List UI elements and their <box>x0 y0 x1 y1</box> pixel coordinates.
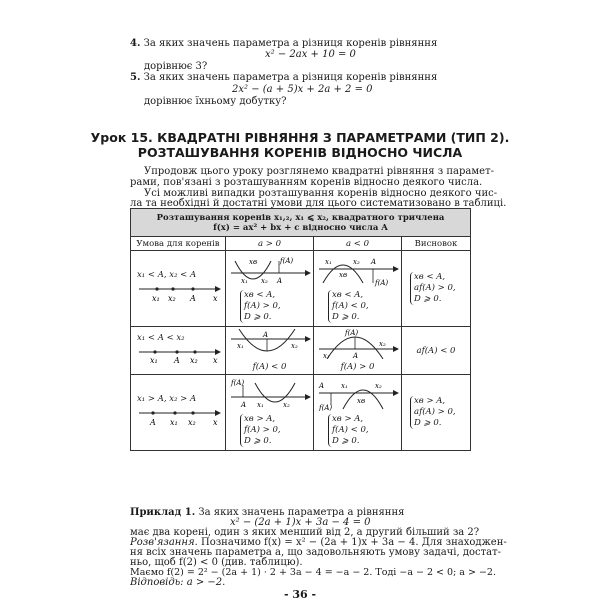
row3-aneg-graph <box>315 379 401 411</box>
problem-4-number: 4. <box>130 38 141 49</box>
row1-aneg-x1: x₁ <box>324 257 332 266</box>
solution-label: Розв'язання. <box>130 537 198 548</box>
row2-conclusion: af(A) < 0 <box>402 327 471 375</box>
solution-line-2: ня всіх значень параметра a, що задовольняють умову задачі, достат- <box>130 547 502 558</box>
intro-line-2: рами, пов'язані з розташуванням коренів відносно деякого числа. <box>130 177 483 188</box>
row3-conclusion-system <box>410 396 464 429</box>
row1-aneg-cond-1: xв < A, <box>332 289 364 300</box>
row1-aneg-cell <box>314 251 402 327</box>
row1-concl-1: xв < A, <box>414 272 446 282</box>
row2-aneg-A: A <box>352 352 358 359</box>
lesson-title-line-2: РОЗТАШУВАННЯ КОРЕНІВ ВІДНОСНО ЧИСЛА <box>137 145 463 160</box>
row1-apos-system <box>240 290 303 323</box>
row1-apos-cond-2: f(A) > 0, <box>244 300 281 311</box>
row1-apos-graph <box>227 255 313 287</box>
row2-condition-cell <box>131 327 226 375</box>
row2-aneg-fA: f(A) <box>344 329 358 337</box>
solution-text-1: Позначимо f(x) = x² − (2a + 1)x + 3a − 4. Для знаходжен- <box>200 537 507 548</box>
row3-concl-1: xв > A, <box>414 396 446 406</box>
row2-apos-cell <box>226 327 314 375</box>
row3-aneg-cond-2: f(A) < 0, <box>332 424 369 435</box>
row1-aneg-A: A <box>370 257 376 266</box>
row3-apos-cond-1: xв > A, <box>244 413 276 424</box>
solution-line-3: ньо, щоб f(2) < 0 (див. таблицю). <box>130 557 303 568</box>
intro-line-4: ла та необхідні й достатні умови для цього систематизовано в таблиці. <box>130 198 507 209</box>
row2-condition: x₁ < A < x₂ <box>137 332 185 343</box>
row2-aneg-cond: f(A) > 0 <box>340 362 375 372</box>
row1-x2-label: x₂ <box>168 293 176 303</box>
row1-aneg-xv: xв <box>338 270 347 279</box>
row3-aneg-xv: xв <box>356 396 365 405</box>
row3-apos-x2: x₂ <box>282 400 290 409</box>
solution-line-4: Маємо f(2) = 2² − (2a + 1) · 2 + 3a − 4 = −a − 2. Тоді −a − 2 < 0; a > −2. <box>130 567 496 578</box>
row3-aneg-system <box>328 414 391 447</box>
table-header-line-2: f(x) = ax² + bx + c відносно числа A <box>213 222 388 233</box>
row3-aneg-x2: x₂ <box>374 381 382 390</box>
problem-5 <box>130 72 437 84</box>
example-1-equation: x² − (2a + 1)x + 3a − 4 = 0 <box>230 517 371 528</box>
row3-aneg-fA: f(A) <box>318 403 332 411</box>
row1-aneg-fA: f(A) <box>374 278 388 287</box>
row1-A-label: A <box>190 293 196 303</box>
row1-condition: x₁ < A, x₂ < A <box>137 269 197 280</box>
row1-apos-cond-1: xв < A, <box>244 289 276 300</box>
table-row <box>131 327 471 375</box>
table-row <box>131 375 471 451</box>
row1-condition-cell <box>131 251 226 327</box>
row1-apos-xv: xв <box>248 257 257 266</box>
row3-apos-fA: f(A) <box>230 378 244 387</box>
row3-condition-cell <box>131 375 226 451</box>
row1-apos-fA: f(A) <box>279 256 293 265</box>
problem-5-number: 5. <box>130 72 141 83</box>
col-header-a-negative: a < 0 <box>314 237 402 251</box>
row1-apos-cond-3: D ⩾ 0. <box>244 311 272 322</box>
row2-x-label: x <box>213 355 218 365</box>
row1-x1-label: x₁ <box>152 293 160 303</box>
col-header-conclusion: Висновок <box>402 237 471 251</box>
problem-5-equation: 2x² − (a + 5)x + 2a + 2 = 0 <box>232 84 373 95</box>
row3-apos-cond-2: f(A) > 0, <box>244 424 281 435</box>
intro-line-3: Усі можливі випадки розташування коренів відносно деякого чис- <box>144 188 498 199</box>
row1-concl-3: D ⩾ 0. <box>414 294 442 304</box>
row1-aneg-graph <box>315 255 401 287</box>
row3-apos-system <box>240 414 303 447</box>
row2-apos-x1: x₁ <box>236 342 244 350</box>
intro-line-1: Упродовж цього уроку розглянемо квадратні рівняння з парамет- <box>144 166 494 177</box>
row1-aneg-system <box>328 290 391 323</box>
row3-apos-cell <box>226 375 314 451</box>
row2-number-line <box>133 344 223 366</box>
row2-aneg-cell <box>314 327 402 375</box>
row3-x2-label: x₂ <box>188 417 196 427</box>
row3-apos-cond-3: D ⩾ 0. <box>244 435 272 446</box>
row1-apos-x1: x₁ <box>240 276 248 285</box>
row1-concl-2: af(A) > 0, <box>414 283 456 293</box>
row3-concl-3: D ⩾ 0. <box>414 418 442 428</box>
row1-apos-cell <box>226 251 314 327</box>
roots-location-table <box>130 208 471 451</box>
row2-apos-A: A <box>262 331 268 339</box>
row1-conclusion-system <box>410 272 464 305</box>
problem-4-text: За яких значень параметра a різниця коренів рівняння <box>143 38 438 49</box>
row2-x1-label: x₁ <box>150 355 158 365</box>
row3-apos-graph <box>227 379 313 411</box>
row1-x-label: x <box>213 293 218 303</box>
row1-apos-A: A <box>276 276 282 285</box>
problem-5-text: За яких значень параметра a різниця коренів рівняння <box>143 72 438 83</box>
example-1-line-2: має два корені, один з яких менший від 2, а другий більший за 2? <box>130 527 480 538</box>
answer-label: Відповідь: <box>130 577 184 588</box>
row3-number-line <box>133 405 223 429</box>
table-header-line-1: Розташування коренів x₁,₂, x₁ ⩽ x₂, квадратного тричлена <box>156 212 445 223</box>
answer-value: a > −2. <box>186 577 226 588</box>
row3-aneg-cell <box>314 375 402 451</box>
answer-line <box>130 578 225 588</box>
lesson-title-line-1: Урок 15. КВАДРАТНІ РІВНЯННЯ З ПАРАМЕТРАМИ (ТИП 2). <box>90 130 510 145</box>
row3-aneg-cond-3: D ⩾ 0. <box>332 435 360 446</box>
example-1-text: За яких значень параметра a рівняння <box>198 507 405 518</box>
table-row <box>131 251 471 327</box>
row3-apos-A: A <box>240 400 246 409</box>
col-header-condition: Умова для коренів <box>131 237 226 251</box>
problem-4-equation: x² − 2ax + 10 = 0 <box>265 49 356 60</box>
row3-x-label: x <box>213 417 218 427</box>
row2-aneg-x1: x₁ <box>322 352 330 359</box>
row1-aneg-cond-2: f(A) < 0, <box>332 300 369 311</box>
row1-apos-x2: x₂ <box>260 276 268 285</box>
row3-concl-2: af(A) > 0, <box>414 407 456 417</box>
problem-5-tail: дорівнює їхньому добутку? <box>144 96 287 107</box>
row3-aneg-cond-1: xв > A, <box>332 413 364 424</box>
row2-aneg-x2: x₂ <box>378 340 386 348</box>
row1-aneg-x2: x₂ <box>352 257 360 266</box>
row1-conclusion-cell <box>402 251 471 327</box>
table-column-header-row <box>131 237 471 251</box>
row2-apos-x2: x₂ <box>290 342 298 350</box>
row3-A-label: A <box>150 417 156 427</box>
row3-conclusion-cell <box>402 375 471 451</box>
row2-x2-label: x₂ <box>190 355 198 365</box>
example-1-label: Приклад 1. <box>130 507 196 518</box>
row3-aneg-x1: x₁ <box>340 381 348 390</box>
row3-condition: x₁ > A, x₂ > A <box>137 393 197 404</box>
table-header-row <box>131 209 471 237</box>
col-header-a-positive: a > 0 <box>226 237 314 251</box>
row3-aneg-A: A <box>318 381 324 390</box>
row2-A-label: A <box>174 355 180 365</box>
row2-apos-graph <box>227 329 313 359</box>
row1-aneg-cond-3: D ⩾ 0. <box>332 311 360 322</box>
row1-number-line <box>133 281 223 305</box>
row3-x1-label: x₁ <box>170 417 178 427</box>
table-header <box>131 209 471 237</box>
problem-4-tail: дорівнює 3? <box>144 61 208 72</box>
row2-apos-cond: f(A) < 0 <box>252 362 287 372</box>
row3-apos-x1: x₁ <box>256 400 264 409</box>
row2-aneg-graph <box>315 329 401 359</box>
page-number: - 36 - <box>283 588 317 601</box>
